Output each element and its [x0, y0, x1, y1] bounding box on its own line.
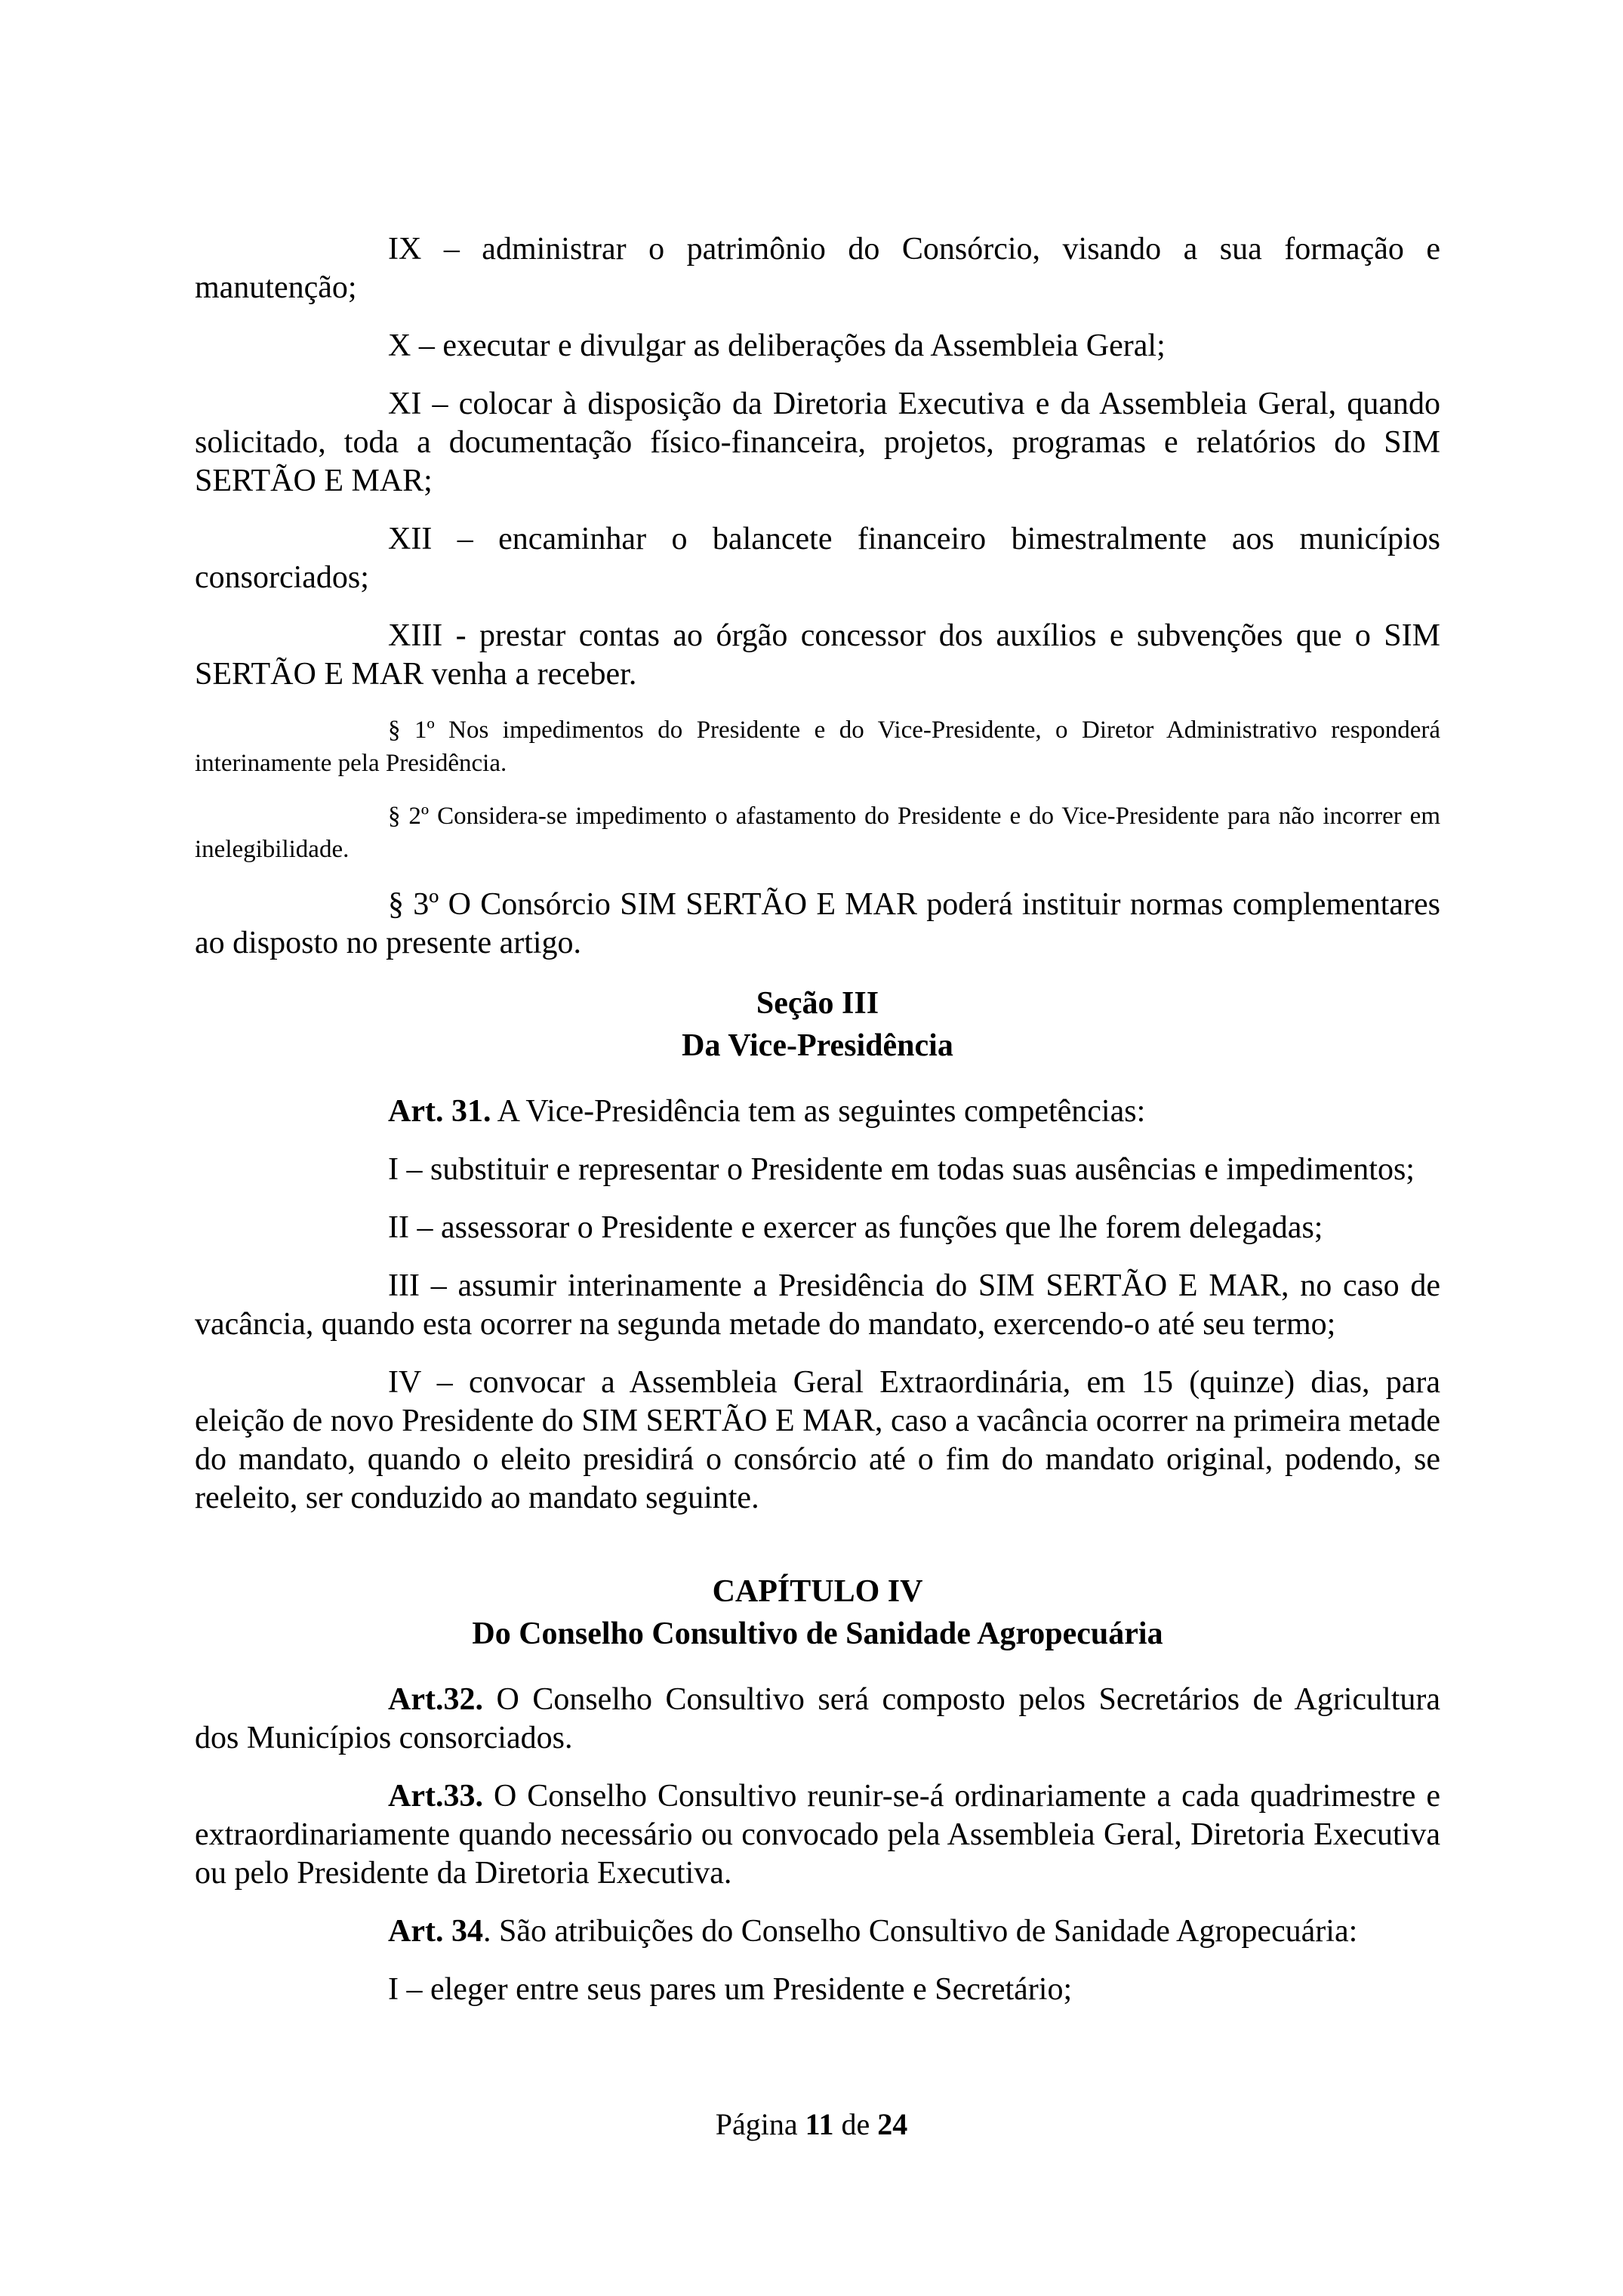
section-title: Seção III [756, 986, 879, 1021]
article-33-label: Art.33. [388, 1779, 483, 1814]
item-xii: XII – encaminhar o balancete financeiro bimestralmente aos municípios consorciados; [195, 522, 1440, 595]
article-34 [195, 1912, 1440, 1951]
chapter-title: CAPÍTULO IV [712, 1574, 923, 1609]
article-33 [195, 1777, 1440, 1893]
article-34-label: Art. 34 [388, 1914, 483, 1949]
footer-page-total: 24 [877, 2107, 908, 2141]
footer-middle: de [833, 2107, 878, 2141]
item-x: X – executar e divulgar as deliberações da Assembleia Geral; [388, 328, 1166, 363]
article-31-text: A Vice-Presidência tem as seguintes competências: [491, 1094, 1146, 1129]
article-33-text: O Conselho Consultivo reunir-se-á ordinariamente a cada quadrimestre e extraordinariamente quando necessário ou convocado pela Assembleia Geral, Diretoria Executiva ou pelo Presidente da Diretoria Executiva. [195, 1779, 1440, 1891]
article-31-item-iii: III – assumir interinamente a Presidência do SIM SERTÃO E MAR, no caso de vacância, quando esta ocorrer na segunda metade do mandato, exercendo-o até seu termo; [195, 1268, 1440, 1342]
article-32-label: Art.32. [388, 1682, 483, 1717]
item-xi: XI – colocar à disposição da Diretoria Executiva e da Assembleia Geral, quando solicitado, toda a documentação físico-financeira, projetos, programas e relatórios do SIM SERTÃO E MAR; [195, 387, 1440, 498]
page-footer [0, 2106, 1623, 2142]
section-subtitle: Da Vice-Presidência [682, 1028, 953, 1063]
article-34-item-i: I – eleger entre seus pares um Presidente e Secretário; [388, 1972, 1073, 2007]
article-31-item-i: I – substituir e representar o Presidente em todas suas ausências e impedimentos; [388, 1152, 1415, 1187]
paragraph-1: § 1º Nos impedimentos do Presidente e do Vice-Presidente, o Diretor Administrativo responderá interinamente pela Presidência. [195, 717, 1440, 777]
footer-prefix: Página [715, 2107, 805, 2141]
footer-page-number: 11 [805, 2107, 834, 2141]
chapter-subtitle: Do Conselho Consultivo de Sanidade Agropecuária [472, 1616, 1163, 1651]
article-32 [195, 1681, 1440, 1758]
article-34-text: . São atribuições do Conselho Consultivo de Sanidade Agropecuária: [482, 1914, 1358, 1949]
article-31 [195, 1093, 1440, 1131]
article-31-item-iv: IV – convocar a Assembleia Geral Extraordinária, em 15 (quinze) dias, para eleição de novo Presidente do SIM SERTÃO E MAR, caso a vacância ocorrer na primeira metade do mandato, quando o eleito presidirá o consórcio até o fim do mandato original, podendo, se reeleito, ser conduzido ao mandato seguinte. [195, 1365, 1440, 1515]
item-ix: IX – administrar o patrimônio do Consórcio, visando a sua formação e manutenção; [195, 232, 1440, 305]
document-page [195, 230, 1440, 2009]
paragraph-3: § 3º O Consórcio SIM SERTÃO E MAR poderá instituir normas complementares ao disposto no presente artigo. [195, 887, 1440, 960]
article-31-item-ii: II – assessorar o Presidente e exercer as funções que lhe forem delegadas; [388, 1210, 1323, 1245]
article-32-text: O Conselho Consultivo será composto pelos Secretários de Agricultura dos Municípios consorciados. [195, 1682, 1440, 1755]
article-31-label: Art. 31. [388, 1094, 491, 1129]
paragraph-2: § 2º Considera-se impedimento o afastamento do Presidente e do Vice-Presidente para não incorrer em inelegibilidade. [195, 803, 1440, 863]
item-xiii: XIII - prestar contas ao órgão concessor dos auxílios e subvenções que o SIM SERTÃO E MAR venha a receber. [195, 618, 1440, 692]
